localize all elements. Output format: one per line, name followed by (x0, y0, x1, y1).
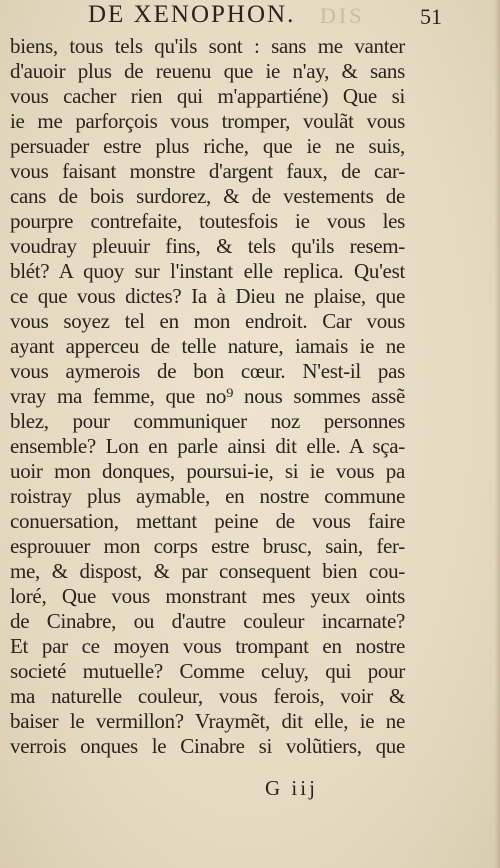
text-line: Et par ce moyen vous trompant en nostre (10, 634, 405, 658)
text-line: vray ma femme, que no⁹ nous sommes assẽ (10, 384, 405, 408)
text-line: voudray pleuuir fins, & tels qu'ils resem- (10, 234, 405, 258)
text-line: blez, pour communiquer noz personnes (10, 409, 405, 433)
text-line: de Cinabre, ou d'autre couleur incarnate? (10, 609, 405, 633)
text-line: vous faisant monstre d'argent faux, de car- (10, 159, 405, 183)
text-line: biens, tous tels qu'ils sont : sans me vanter (10, 34, 405, 58)
body-text (10, 34, 405, 759)
text-line: ce que vous dictes? Ia à Dieu ne plaise, que (10, 284, 405, 308)
page-header (0, 2, 500, 28)
text-line: ayant apperceu de telle nature, iamais ie ne (10, 334, 405, 358)
text-line: ma naturelle couleur, vous ferois, voir & (10, 684, 405, 708)
text-line: ensemble? Lon en parle ainsi dit elle. A sça- (10, 434, 405, 458)
bleedthrough-text: DIS (320, 3, 365, 28)
page-number: 51 (420, 4, 442, 29)
text-line: conuersation, mettant peine de vous faire (10, 509, 405, 533)
text-line: roistray plus aymable, en nostre commune (10, 484, 405, 508)
text-line: persuader estre plus riche, que ie ne suis, (10, 134, 405, 158)
signature-mark: G iij (265, 776, 318, 800)
text-line: societé mutuelle? Comme celuy, qui pour (10, 659, 405, 683)
text-line: loré, Que vous monstrant mes yeux oints (10, 584, 405, 608)
text-line: verrois onques le Cinabre si volũtiers, que (10, 734, 405, 758)
running-title: DE XENOPHON. (88, 1, 296, 28)
text-line: d'auoir plus de reuenu que ie n'ay, & sans (10, 59, 405, 83)
text-line: me, & dispost, & par consequent bien cou- (10, 559, 405, 583)
text-line: baiser le vermillon? Vraymẽt, dit elle, ie ne (10, 709, 405, 733)
text-line: uoir mon donques, poursui-ie, si ie vous pa (10, 459, 405, 483)
text-line: vous cacher rien qui m'appartiéne) Que si (10, 84, 405, 108)
text-line: cans de bois surdorez, & de vestements de (10, 184, 405, 208)
text-line: blét? A quoy sur l'instant elle replica. Qu'est (10, 259, 405, 283)
text-line: esprouuer mon corps estre brusc, sain, fer- (10, 534, 405, 558)
text-line: vous soyez tel en mon endroit. Car vous (10, 309, 405, 333)
page-edge (494, 0, 500, 868)
text-line: pourpre contrefaite, toutesfois ie vous les (10, 209, 405, 233)
text-line: vous aymerois de bon cœur. N'est-il pas (10, 359, 405, 383)
text-line: ie me parforçois vous tromper, voulãt vous (10, 109, 405, 133)
